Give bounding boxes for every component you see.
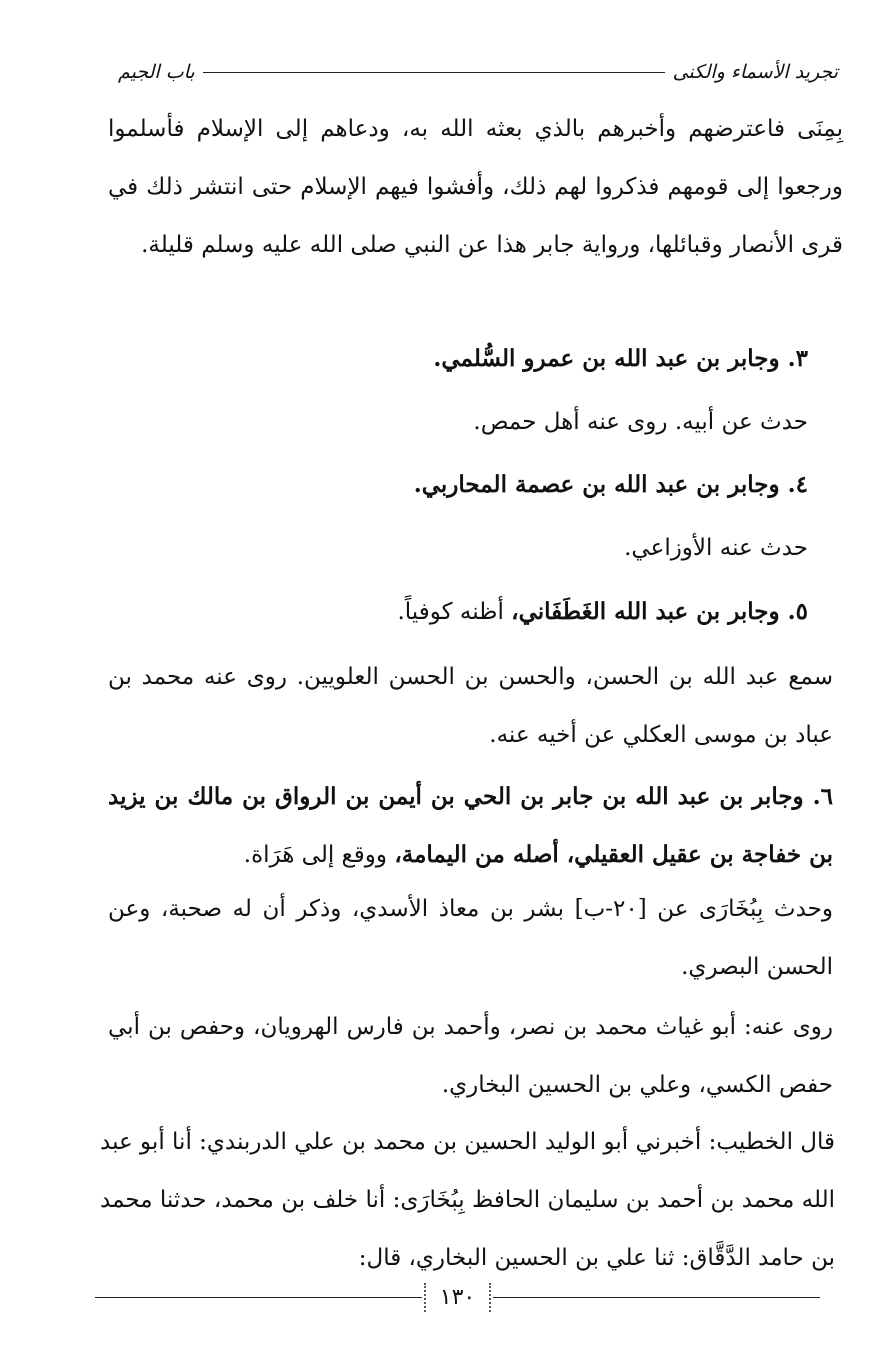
entry-text-6b: روى عنه: أبو غياث محمد بن نصر، وأحمد بن فارس الهرويان، وحفص بن أبي حفص الكسي، وعلي بن الحسين البخاري. <box>108 1014 833 1098</box>
running-header <box>118 52 838 92</box>
entry-heading-6-name: ٦. وجابر بن عبد الله بن جابر بن الحي بن أيمن بن الرواق بن مالك بن يزيد بن خفاجة بن عقيل العقيلي، أصله من اليمامة، <box>108 783 833 868</box>
entry-heading-6-note: ووقع إلى هَرَاة. <box>243 842 395 868</box>
footer-rule-left <box>95 1297 422 1298</box>
entry-text-6a: وحدث بِبُخَارَى عن [٢٠-ب] بشر بن معاذ الأسدي، وذكر أن له صحبة، وعن الحسن البصري. <box>108 896 833 980</box>
footer-rule-right <box>493 1297 820 1298</box>
chapter-title: باب الجيم <box>118 61 195 83</box>
book-title: تجريد الأسماء والكنى <box>672 61 838 83</box>
page-footer <box>95 1275 820 1319</box>
entry-heading-5 <box>108 583 808 641</box>
header-rule <box>203 72 665 73</box>
entry-heading-6 <box>108 768 833 884</box>
entry-heading-3: ٣. وجابر بن عبد الله بن عمرو السُّلمي. <box>433 345 808 372</box>
entry-heading-4: ٤. وجابر بن عبد الله بن عصمة المحاربي. <box>413 471 808 498</box>
entry-text-6c: قال الخطيب: أخبرني أبو الوليد الحسين بن محمد بن علي الدربندي: أنا أبو عبد الله محمد بن أحمد بن سليمان الحافظ بِبُخَارَى: أنا خلف بن محمد، حدثنا محمد بن حامد الدَّقَّاق: ثنا علي بن الحسين البخاري، قال: <box>100 1129 835 1271</box>
entry-text-4: حدث عنه الأوزاعي. <box>624 535 808 561</box>
entry-heading-5-name: ٥. وجابر بن عبد الله الغَطَفَاني، <box>511 598 808 625</box>
entry-text-3: حدث عن أبيه. روى عنه أهل حمص. <box>473 409 808 435</box>
entry-heading-5-note: أظنه كوفياً. <box>397 599 512 625</box>
page-number: ١٣٠ <box>424 1283 491 1312</box>
paragraph-continuation: بِمِنَى فاعترضهم وأخبرهم بالذي بعثه الله به، ودعاهم إلى الإسلام فأسلموا ورجعوا إلى قومهم فذكروا لهم ذلك، وأفشوا فيهم الإسلام حتى انتشر ذلك في قرى الأنصار وقبائلها، ورواية جابر هذا عن النبي صلى الله عليه وسلم قليلة. <box>108 116 843 258</box>
entry-text-5: سمع عبد الله بن الحسن، والحسن بن الحسن العلويين. روى عنه محمد بن عباد بن موسى العكلي عن أخيه عنه. <box>108 664 833 748</box>
